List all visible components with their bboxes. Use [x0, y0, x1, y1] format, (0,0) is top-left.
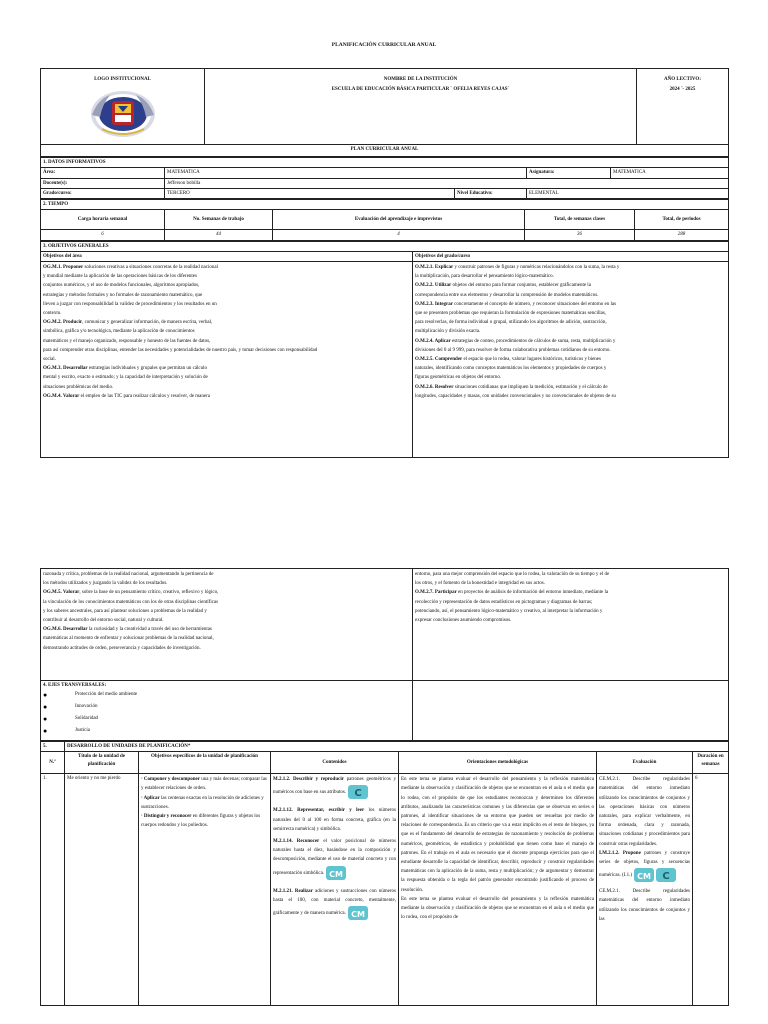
document-title: PLANIFICACIÓN CURRICULAR ANUAL	[331, 42, 437, 48]
docente-value: Jefferson bobilla	[165, 178, 729, 188]
objective-line: longitudes, capacidades y masas, con unidades convencionales y no convencionales de objetos de su	[415, 393, 616, 399]
objetivos-grado-list-continued	[415, 570, 726, 625]
area-value: MATEMATICA	[165, 168, 527, 178]
objective-line: OG.M.2. Producir, comunicar y generalizar información, de manera escrita, verbal,	[43, 320, 213, 326]
list-item: ● Protección del medio ambiente	[43, 689, 410, 701]
svg-text:CM: CM	[637, 872, 652, 882]
objetivos-area-cell	[41, 262, 413, 458]
tiempo-value: 6	[41, 230, 165, 240]
objective-line: OG.M.6. Desarrollar la curiosidad y la creatividad a través del uso de herramientas	[43, 627, 212, 633]
objective-line: O.M.2.5. Comprender el espacio que lo rodea, valorar lugares históricos, turísticos y bienes	[415, 357, 601, 363]
institution-header-table	[40, 68, 729, 157]
institution-name: ESCUELA DE EDUCACIÓN BÁSICA PARTICULAR ¨ OFELIA REYES CAJAS¨	[331, 87, 510, 93]
objective-line: O.M.2.6. Resolver situaciones cotidianas que impliquen la medición, estimación y el cálculo de	[415, 384, 608, 390]
evaluation-item: I.M.2.1.2. Propone patrones y construye series de objetos, figuras y secuencias numéricas. (I.1.) CM C	[599, 850, 690, 883]
nivel-label: Nivel Educativo:	[455, 188, 527, 198]
grado-label: Grado/curso:	[41, 188, 165, 198]
list-item: ● Innovación	[43, 701, 410, 713]
objective-line: potenciando, así, el pensamiento lógico-matemático y creativo, al interpretar la información y	[415, 608, 603, 614]
institution-cell	[205, 69, 637, 145]
content-item: M.2.1.2. Describir y reproducir patrones geométricos y numéricos con base en sus atributos. C	[273, 777, 396, 800]
objetivos-grado-cell-continued	[413, 569, 729, 681]
objective-line: contexto.	[43, 311, 62, 317]
institution-label: NOMBRE DE LA INSTITUCIÓN	[383, 77, 458, 82]
objetivos-table	[40, 241, 729, 459]
ejes-cell	[41, 681, 413, 741]
unit-objectives	[141, 775, 268, 1003]
institution-logo	[88, 89, 158, 139]
datos-informativos-table	[40, 157, 729, 199]
unit-number: 1.	[41, 774, 65, 1006]
page-gap	[0, 500, 768, 560]
objetivos-section-title: 3. OBJETIVOS GENERALES	[41, 241, 729, 251]
desarrollo-header: Título de la unidad de planificación	[65, 752, 139, 774]
ejes-section-title: 4. EJES TRANSVERSALES:	[43, 683, 107, 688]
year-value: 2024 ¨- 2025	[669, 87, 696, 93]
objective-item: · Aplicar las centenas exactas en la resolución de adiciones y sustracciones.	[141, 795, 264, 810]
objective-line: mental y escrito, exacto o estimado; y la capacidad de interpretación y solución de	[43, 375, 208, 381]
objective-line: razonada y crítica, problemas de la realidad nacional, argumentando la pertinencia de	[43, 572, 214, 577]
page-1	[0, 0, 768, 500]
tiempo-value: 4	[273, 230, 525, 240]
objective-line: para así comprender otras disciplinas, entender las necesidades y potencialidades de nuestro país, y tomar decisiones con responsabilidad	[43, 347, 318, 353]
datos-section-title: 1. DATOS INFORMATIVOS	[41, 158, 729, 168]
svg-text:C: C	[354, 788, 362, 800]
objective-line: divisiones del 0 al 9 999, para resolver de forma colaborativa problemas cotidianos de su entorno.	[415, 347, 611, 353]
objective-line: correspondencia entre sus elementos y desarrollar la comprensión de modelos matemáticos.	[415, 292, 599, 298]
unit-methodology	[401, 775, 594, 1003]
objective-line: OG.M.4. Valorar el empleo de las TIC para realizar cálculos y resolver, de manera	[43, 393, 211, 399]
objective-line: los otros, y el fomento de la honestidad e integridad en sus actos.	[415, 581, 545, 587]
objective-line: situaciones problémicas del medio.	[43, 384, 114, 390]
tiempo-header: No. Semanas de trabajo	[165, 210, 273, 230]
objective-line: figuras geométricas en objetos del entorno.	[415, 375, 502, 381]
tiempo-value: 44	[165, 230, 273, 240]
objective-line: O.M.2.3. Integrar concretamente el concepto de número, y reconocer situaciones del entorno en las	[415, 301, 617, 307]
docente-label: Docente(s):	[41, 178, 165, 188]
objective-line: para resolverlas, de forma individual o grupal, utilizando los algoritmos de adición, sustracción,	[415, 320, 607, 326]
year-label: AÑO LECTIVO:	[664, 77, 701, 82]
page-2	[0, 560, 768, 1024]
unit-contents	[273, 775, 396, 1003]
objective-line: los métodos utilizados y juzgando la validez de los resultados.	[43, 581, 168, 587]
c-badge-icon	[347, 784, 369, 800]
desarrollo-header: Orientaciones metodológicas	[399, 752, 597, 774]
objective-line: matemáticas al momento de enfrentar y solucionar problemas de la realidad nacional,	[43, 636, 214, 642]
objective-line: recolección y representación de datos estadísticos en pictogramas y diagramas de barras;	[415, 599, 593, 605]
objective-line: demostrando actitudes de orden, perseverancia y capacidades de investigación.	[43, 645, 201, 651]
content-item: M.2.1.14. Reconocer el valor posicional de números naturales hasta el diez, basándose en la composición y descomposición, mediante el uso de material concreto y con representación simbólica. CM	[273, 839, 396, 879]
objective-line: O.M.2.7. Participar en proyectos de análisis de información del entorno inmediato, mediante la	[415, 590, 609, 596]
svg-text:CM: CM	[329, 869, 344, 879]
area-label: Área:	[41, 168, 165, 178]
objective-line: multiplicación y división exacta.	[415, 329, 481, 335]
objective-line: la vinculación de los conocimientos matemáticos con los de otras disciplinas científicas	[43, 599, 219, 605]
tiempo-header: Total, de semanas clases	[525, 210, 635, 230]
table-row	[41, 774, 729, 1006]
desarrollo-table	[40, 741, 729, 1006]
objetivos-grado-list	[415, 263, 726, 401]
objective-line: estrategias y métodos formales y no formales de razonamiento matemático, que	[43, 292, 203, 298]
logo-label: LOGO INSTITUCIONAL	[94, 77, 151, 82]
tiempo-header: Carga horaria semanal	[41, 210, 165, 230]
unit-duration: 6	[693, 774, 729, 1006]
ejes-empty-cell	[413, 681, 729, 741]
objective-line: OG.M.3. Desarrollar estrategias individuales y grupales que permitan un cálculo	[43, 366, 208, 372]
tiempo-value: 36	[525, 230, 635, 240]
desarrollo-header: N.º	[41, 752, 65, 774]
unit-evaluation-cell	[597, 774, 693, 1006]
objetivos-grado-header: Objetivos del grado/curso	[413, 251, 729, 261]
page-1-content	[40, 68, 728, 458]
tiempo-section-title: 2. TIEMPO	[41, 200, 729, 210]
objective-line: entorno, para una mejor comprensión del espacio que lo rodea, la valoración de su tiempo y el de	[415, 572, 610, 577]
objective-line: expresar conclusiones asumiendo compromisos.	[415, 618, 512, 624]
unit-methodology-cell	[399, 774, 597, 1006]
cm-badge-icon	[325, 865, 347, 881]
objective-line: y mundial mediante la aplicación de las operaciones básicas de los diferentes	[43, 274, 197, 280]
objective-item: · Componer y descomponer una y más decenas; comparar las y establecer relaciones de orden.	[141, 777, 267, 792]
objetivos-area-header: Objetivos del área	[41, 251, 413, 261]
objective-line: la multiplicación, para desarrollar el pensamiento lógico-matemático.	[415, 274, 554, 280]
grado-value: TERCERO	[165, 188, 455, 198]
objetivos-continued-table	[40, 568, 729, 741]
objective-line: OG.M.5. Valorar, sobre la base de un pensamiento crítico, creativo, reflexivo y lógico,	[43, 590, 219, 596]
objetivos-area-list	[43, 263, 410, 401]
tiempo-table	[40, 199, 729, 241]
ejes-list	[43, 689, 410, 737]
page-2-content	[40, 568, 728, 1006]
evaluation-item: CE.M.2.1. Describe regularidades matemáticas del entorno inmediato utilizando los conocimientos de conjuntos y las operaciones básicas con números naturales, para explicar verbalmente, en forma ordenada, clara y razonada, situaciones cotidianas y procedimientos para construir otras regularidades.	[599, 777, 690, 847]
asignatura-value: MATEMATICA	[611, 168, 729, 178]
nivel-value: ELEMENTAL	[527, 188, 729, 198]
c-badge-icon	[655, 867, 677, 883]
objective-line: contribuir al desarrollo del entorno social, natural y cultural.	[43, 618, 164, 624]
objetivos-area-cell-continued	[41, 569, 413, 681]
desarrollo-header: Duración en semanas	[693, 752, 729, 774]
desarrollo-section-title: DESARROLLO DE UNIDADES DE PLANIFICACIÓN*	[65, 742, 729, 752]
svg-text:CM: CM	[351, 910, 366, 920]
tiempo-header: Evaluación del aprendizaje e imprevistos	[273, 210, 525, 230]
desarrollo-header: Evaluación	[597, 752, 693, 774]
objetivos-grado-cell	[413, 262, 729, 458]
content-item: M.2.1.21. Realizar adiciones y sustracciones con números hasta el 100, con material concreto, mentalmente, gráficamente y de manera numérica. CM	[273, 888, 396, 920]
objective-line: conjuntos numéricos, y el uso de modelos funcionales, algoritmos apropiados,	[43, 283, 200, 289]
unit-objectives-cell	[139, 774, 271, 1006]
unit-evaluation	[599, 775, 690, 1003]
objective-line: naturales, identificando como conceptos matemáticos los elementos y propiedades de cuerpos y	[415, 366, 607, 372]
content-item: M.2.1.12. Representar, escribir y leer los números naturales del 0 al 100 en forma concreta, gráfica (en la semirrecta numérica) y simbólica.	[273, 808, 396, 832]
objective-line: matemáticos y el manejo organizado, responsable y honesto de las fuentes de datos,	[43, 338, 211, 344]
objective-line: O.M.2.1. Explicar y construir patrones de figuras y numéricas relacionándolos con la suma, la resta y	[415, 265, 620, 270]
objective-line: social.	[43, 357, 56, 363]
evaluation-item: CE.M.2.1. Describe regularidades matemáticas del entorno inmediato utilizando los conocimientos de conjuntos y las	[599, 889, 690, 922]
year-cell	[637, 69, 729, 145]
plan-title: PLAN CURRICULAR ANUAL	[41, 145, 729, 157]
logo-cell	[41, 69, 205, 145]
desarrollo-number: 5.	[41, 742, 65, 752]
svg-text:C: C	[662, 871, 670, 883]
tiempo-value: 288	[635, 230, 729, 240]
cm-badge-icon	[633, 867, 655, 883]
objective-item: · Distinguir y reconocer en diferentes figuras y objetos los cuerpos redondos y los poliedros.	[141, 814, 261, 829]
objective-line: simbólica, gráfica y/o tecnológica, mediante la aplicación de conocimientos	[43, 329, 195, 335]
objective-line: O.M.2.2. Utilizar objetos del entorno para formar conjuntos, establecer gráficamente la	[415, 283, 591, 289]
list-item: ● Justicia	[43, 725, 410, 737]
desarrollo-header: Contenidos	[271, 752, 399, 774]
objective-line: lleven a juzgar con responsabilidad la validez de procedimientos y los resultados en un	[43, 301, 217, 307]
objective-line: y los saberes ancestrales, para así plantear soluciones a problemas de la realidad y	[43, 608, 207, 614]
objective-line: O.M.2.4. Aplicar estrategias de conteo, procedimientos de cálculos de suma, resta, multiplicación y	[415, 338, 616, 344]
list-item: ● Solidaridad	[43, 713, 410, 725]
desarrollo-header: Objetivos específicos de la unidad de planificación	[139, 752, 271, 774]
methodology-text: En este tema se plantea evaluar el desarrollo del pensamiento y la reflexión matemática mediante la observación y clasificación de objetos que se encuentran en el aula o el medio que lo rodea, con el propósito de que los estudiantes reconozcan y determinen los diferentes atributos, analizando las características comunes y las diferencias que se observan en series o patrones, al identificar situaciones de su entorno que pueden ser resueltas por medio de relaciones de correspondencia. Es un criterio que va a estar implícito en el resto de bloques, ya que es el fundamento del desarrollo de estrategias de razonamiento y resolución de problemas numéricos, geométricos, de estadística y probabilidad que tienen como base el manejo de patrones. En el trabajo en el aula es necesario que el docente proponga ejercicios para que el estudiante desarrolle la capacidad de identificar, describir, reproducir y construir regularidades matemáticas con la aplicación de la suma, resta y multiplicación; y de argumentar y demostrar la respuesta obtenida o la regla del patrón generador encontrado justificando el proceso de resolución.	[401, 777, 594, 893]
asignatura-label: Asignatura:	[527, 168, 611, 178]
objetivos-area-list-continued	[43, 570, 410, 653]
objective-line: que se presenten problemas que requieran la formulación de expresiones matemáticas sencillas,	[415, 311, 607, 317]
unit-contents-cell	[271, 774, 399, 1006]
cm-badge-icon	[347, 905, 369, 921]
methodology-text: En este tema se plantea evaluar el desarrollo del pensamiento y la reflexión matemática mediante la observación y clasificación de objetos que se encuentran en el aula o el medio que lo rodea, con el propósito de	[401, 896, 594, 921]
unit-title: Me oriento y no me pierdo	[65, 774, 139, 1006]
objective-line: OG.M.1. Proponer soluciones creativas a situaciones concretas de la realidad nacional	[43, 265, 218, 270]
tiempo-header: Total, de periodos	[635, 210, 729, 230]
